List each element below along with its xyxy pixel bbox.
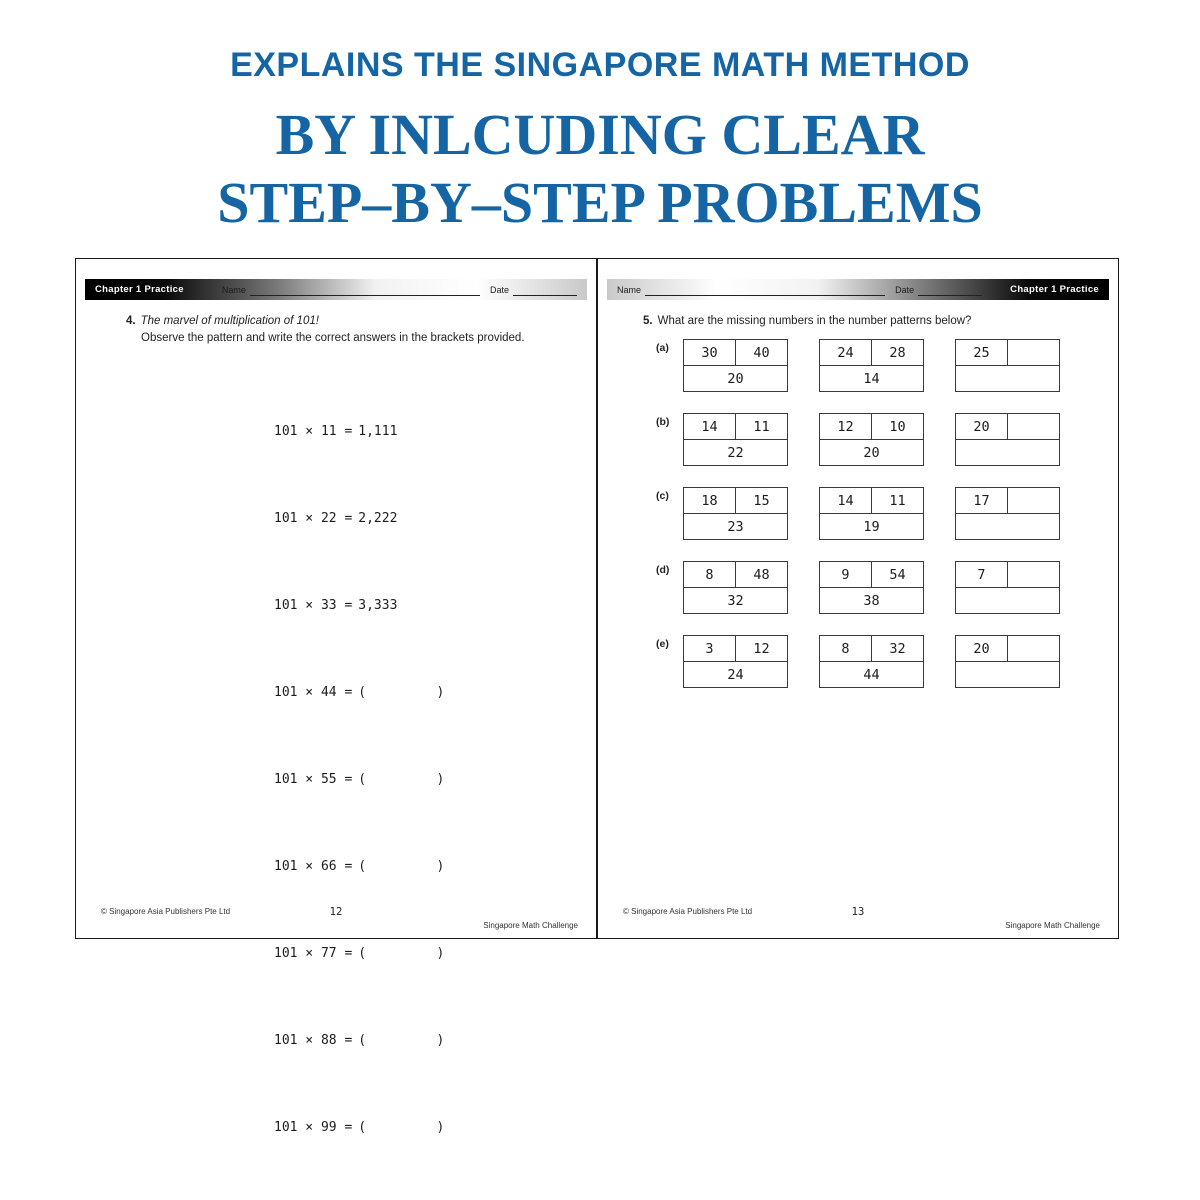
equation-row	[274, 939, 444, 968]
question-5-text: What are the missing numbers in the number patterns below?	[657, 315, 972, 327]
pattern-row-e	[656, 635, 1060, 688]
pattern-cell: 11	[736, 414, 788, 440]
name-line	[645, 284, 885, 296]
pattern-group	[683, 413, 788, 466]
pattern-cell: 17	[956, 488, 1008, 514]
pattern-row-a	[656, 339, 1060, 392]
pattern-row-label: (e)	[656, 638, 669, 650]
pattern-cell: 8	[684, 562, 736, 588]
pattern-cell: 12	[820, 414, 872, 440]
equation-expression: 101 × 99 =	[274, 1120, 353, 1135]
pattern-group	[683, 561, 788, 614]
pattern-cell: 12	[736, 636, 788, 662]
equation-row	[274, 1113, 444, 1142]
workbook-spread	[75, 258, 1119, 1135]
page-number: 13	[851, 906, 865, 918]
equation-expression: 101 × 77 =	[274, 946, 353, 961]
date-label: Date	[489, 284, 509, 295]
chapter-label: Chapter 1 Practice	[1010, 284, 1099, 295]
question-4-number: 4.	[126, 315, 136, 327]
pattern-cell-bottom: 23	[684, 514, 788, 540]
right-page-header	[607, 279, 1109, 300]
equation-answer-blank: ( )	[358, 1120, 445, 1135]
pattern-group-blank	[955, 487, 1060, 540]
pattern-cell: 48	[736, 562, 788, 588]
equation-answer-blank: ( )	[358, 946, 445, 961]
date-line	[918, 284, 982, 296]
headline-block	[0, 0, 1200, 238]
equation-expression: 101 × 44 =	[274, 685, 353, 700]
equation-row	[274, 504, 444, 533]
pattern-group	[819, 339, 924, 392]
pattern-group	[683, 487, 788, 540]
pattern-cell-bottom-blank	[956, 366, 1060, 392]
equation-row	[274, 678, 444, 707]
equation-expression: 101 × 33 =	[274, 598, 353, 613]
publisher-credit: © Singapore Asia Publishers Pte Ltd	[101, 907, 231, 916]
pattern-group	[819, 487, 924, 540]
pattern-cell-bottom: 44	[820, 662, 924, 688]
pattern-cell: 9	[820, 562, 872, 588]
question-4-title: The marvel of multiplication of 101!	[140, 315, 319, 327]
equation-answer-blank: ( )	[358, 859, 445, 874]
pattern-row-label: (a)	[656, 342, 669, 354]
pattern-cell-bottom-blank	[956, 514, 1060, 540]
headline-line-2: BY INLCUDING CLEAR	[275, 102, 925, 167]
pattern-cell: 25	[956, 340, 1008, 366]
pattern-cell-blank	[1008, 488, 1060, 514]
pattern-cell-blank	[1008, 414, 1060, 440]
equation-list	[274, 359, 444, 1200]
equation-expression: 101 × 88 =	[274, 1033, 353, 1048]
pattern-group	[683, 635, 788, 688]
question-5-number: 5.	[643, 315, 653, 327]
equation-row	[274, 852, 444, 881]
pattern-group	[683, 339, 788, 392]
pattern-group-blank	[955, 413, 1060, 466]
pattern-row-d	[656, 561, 1060, 614]
pattern-cell: 20	[956, 414, 1008, 440]
pattern-row-label: (d)	[656, 564, 670, 576]
pattern-cell: 14	[684, 414, 736, 440]
equation-answer: 3,333	[358, 598, 398, 613]
pattern-group	[819, 413, 924, 466]
pattern-cell-bottom: 19	[820, 514, 924, 540]
pattern-cell: 11	[872, 488, 924, 514]
pattern-cell: 15	[736, 488, 788, 514]
pattern-cell-bottom: 20	[684, 366, 788, 392]
pattern-cell-blank	[1008, 562, 1060, 588]
headline-line-1: EXPLAINS THE SINGAPORE MATH METHOD	[230, 46, 970, 84]
pattern-group-blank	[955, 561, 1060, 614]
pattern-cell-blank	[1008, 636, 1060, 662]
pattern-group	[819, 635, 924, 688]
headline-line-3: STEP–BY–STEP PROBLEMS	[217, 170, 983, 236]
left-page	[75, 258, 597, 1135]
pattern-cell-blank	[1008, 340, 1060, 366]
chapter-label: Chapter 1 Practice	[95, 284, 184, 295]
pattern-group-blank	[955, 635, 1060, 688]
pattern-cell-bottom-blank	[956, 662, 1060, 688]
date-label: Date	[895, 284, 915, 295]
equation-row	[274, 1026, 444, 1055]
pattern-cell: 32	[872, 636, 924, 662]
series-title: Singapore Math Challenge	[1005, 921, 1100, 930]
pattern-cell: 30	[684, 340, 736, 366]
pattern-row-label: (c)	[656, 490, 669, 502]
equation-expression: 101 × 55 =	[274, 772, 353, 787]
pattern-cell: 10	[872, 414, 924, 440]
question-5	[643, 313, 1090, 330]
pattern-cell-bottom: 20	[820, 440, 924, 466]
pattern-cell-bottom: 32	[684, 588, 788, 614]
pattern-group-blank	[955, 339, 1060, 392]
name-label: Name	[221, 284, 246, 295]
equation-row	[274, 765, 444, 794]
pattern-row-b	[656, 413, 1060, 466]
pattern-cell: 40	[736, 340, 788, 366]
name-label: Name	[617, 284, 642, 295]
pattern-cell: 3	[684, 636, 736, 662]
equation-row	[274, 591, 444, 620]
question-4-heading	[126, 313, 568, 330]
equation-row	[274, 417, 444, 446]
pattern-cell-bottom: 38	[820, 588, 924, 614]
pattern-cell: 20	[956, 636, 1008, 662]
pattern-cell: 54	[872, 562, 924, 588]
pattern-cell: 14	[820, 488, 872, 514]
pattern-row-label: (b)	[656, 416, 670, 428]
pattern-cell-bottom-blank	[956, 440, 1060, 466]
question-4	[126, 313, 568, 346]
pattern-cell: 24	[820, 340, 872, 366]
pattern-cell: 7	[956, 562, 1008, 588]
pattern-cell: 8	[820, 636, 872, 662]
pattern-cell-bottom-blank	[956, 588, 1060, 614]
page-number: 12	[329, 906, 343, 918]
pattern-cell: 18	[684, 488, 736, 514]
pattern-row-c	[656, 487, 1060, 540]
date-line	[513, 284, 577, 296]
pattern-group	[819, 561, 924, 614]
pattern-cell-bottom: 22	[684, 440, 788, 466]
equation-answer-blank: ( )	[358, 772, 445, 787]
equation-answer-blank: ( )	[358, 685, 445, 700]
equation-answer: 2,222	[358, 511, 398, 526]
equation-expression: 101 × 11 =	[274, 424, 353, 439]
pattern-cell-bottom: 14	[820, 366, 924, 392]
equation-expression: 101 × 22 =	[274, 511, 353, 526]
pattern-rows	[656, 339, 1060, 709]
series-title: Singapore Math Challenge	[483, 921, 578, 930]
pattern-cell: 28	[872, 340, 924, 366]
left-page-header	[85, 279, 587, 300]
right-page	[597, 258, 1119, 939]
question-4-instruction: Observe the pattern and write the correct answers in the brackets provided.	[141, 331, 525, 344]
equation-expression: 101 × 66 =	[274, 859, 353, 874]
equation-answer: 1,111	[358, 424, 398, 439]
equation-answer-blank: ( )	[358, 1033, 445, 1048]
publisher-credit: © Singapore Asia Publishers Pte Ltd	[623, 907, 753, 916]
name-line	[250, 284, 480, 296]
pattern-cell-bottom: 24	[684, 662, 788, 688]
